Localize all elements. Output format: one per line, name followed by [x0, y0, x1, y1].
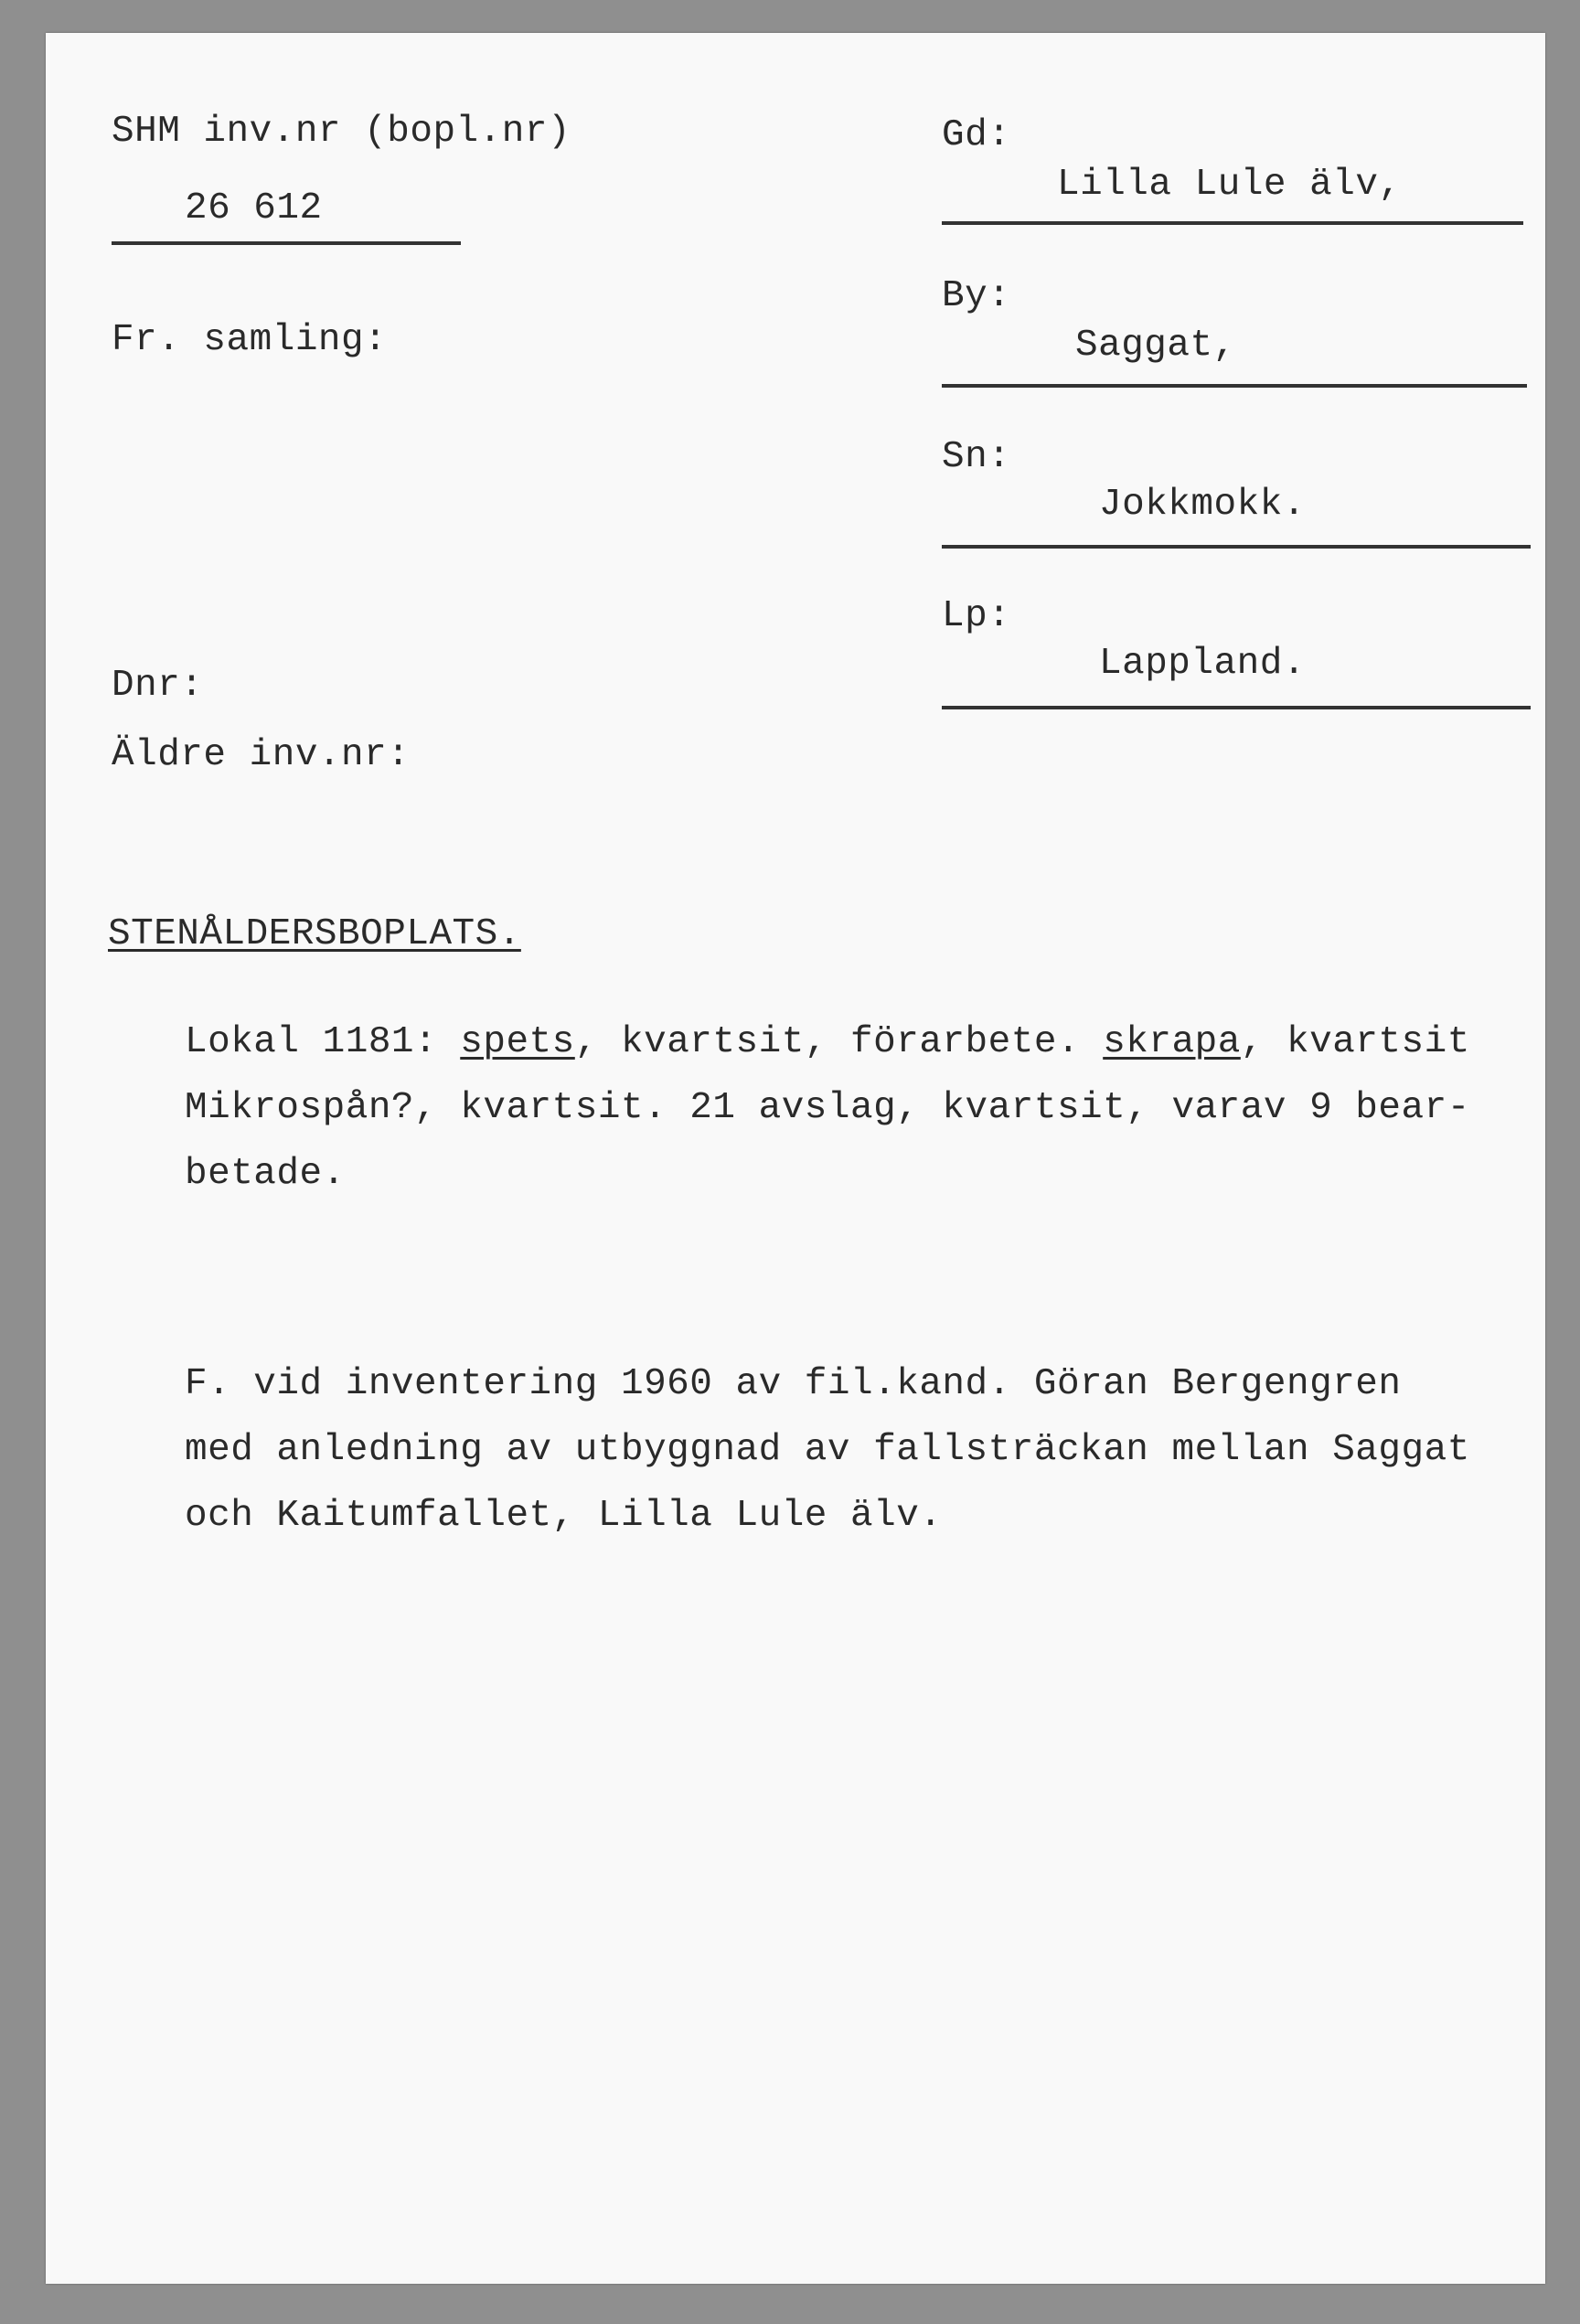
- find-line-1-suffix: , kvartsit: [1240, 1021, 1470, 1063]
- by-divider: [942, 384, 1527, 388]
- find-skrapa: skrapa: [1103, 1021, 1241, 1063]
- fr-samling-label: Fr. samling:: [112, 319, 388, 361]
- gd-divider: [942, 221, 1523, 225]
- gd-value: Lilla Lule älv,: [1057, 164, 1402, 206]
- shm-label: SHM inv.nr (bopl.nr): [112, 111, 571, 153]
- find-line-3: betade.: [185, 1153, 346, 1195]
- sn-divider: [942, 545, 1531, 549]
- note-line-1: F. vid inventering 1960 av fil.kand. Göran Bergengren: [185, 1363, 1402, 1405]
- shm-value: 26 612: [185, 187, 323, 229]
- lp-divider: [942, 706, 1531, 709]
- aldre-inv-label: Äldre inv.nr:: [112, 734, 411, 776]
- note-line-2: med anledning av utbyggnad av fallsträckan mellan Saggat: [185, 1429, 1470, 1471]
- note-line-3: och Kaitumfallet, Lilla Lule älv.: [185, 1495, 943, 1537]
- find-spets: spets: [460, 1021, 575, 1063]
- lp-label: Lp:: [942, 595, 1011, 637]
- find-line-1: [185, 1020, 1470, 1064]
- by-label: By:: [942, 275, 1011, 317]
- archive-card: [46, 33, 1545, 2284]
- find-line-2: Mikrospån?, kvartsit. 21 avslag, kvartsit, varav 9 bear-: [185, 1087, 1470, 1129]
- find-line-1-prefix: Lokal 1181:: [185, 1021, 461, 1063]
- by-value: Saggat,: [1075, 325, 1236, 367]
- gd-label: Gd:: [942, 114, 1011, 156]
- lp-value: Lappland.: [1099, 643, 1306, 685]
- site-type-heading: STENÅLDERSBOPLATS.: [108, 913, 521, 955]
- sn-label: Sn:: [942, 436, 1011, 478]
- sn-value: Jokkmokk.: [1099, 484, 1306, 526]
- find-line-1-middle: , kvartsit, förarbete.: [574, 1021, 1104, 1063]
- shm-divider: [112, 241, 461, 245]
- dnr-label: Dnr:: [112, 665, 204, 707]
